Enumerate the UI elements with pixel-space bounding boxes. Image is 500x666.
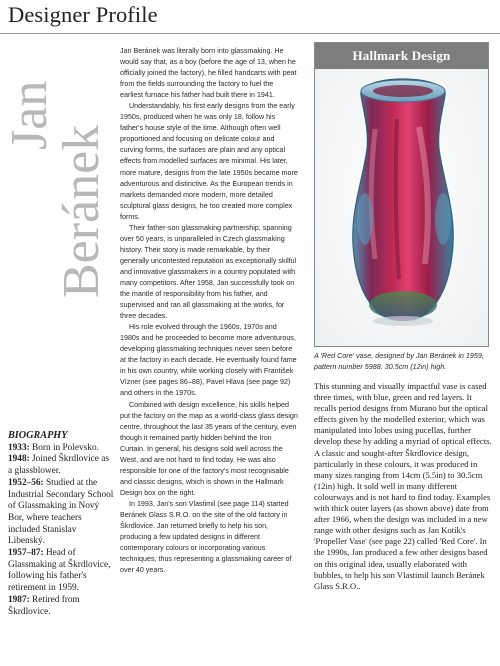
main-article <box>120 46 298 576</box>
bio-year: 1957–87: <box>8 548 44 559</box>
bio-entry <box>8 595 114 618</box>
designer-last-name: Beránek <box>53 124 110 298</box>
bio-text: Born in Polevsko. <box>32 442 99 453</box>
article-paragraph: Understandably, his first early designs from the early 1950s, produced when he was only 18, follow his father's house style of the time. Although often well proportioned and focusing on delicate colour and curving forms, the surfaces are plain and any optical effects from modelled surfaces are minimal. His later, more mature, designs from the late 1950s became more adventurous and distinctive. As the European trends in markets demanded more modern, more detailed sculptural glass designs, he too created more complex forms. <box>120 102 298 221</box>
hallmark-heading: Hallmark Design <box>315 43 488 69</box>
bio-entry <box>8 443 114 455</box>
designer-name-vertical <box>1 40 110 300</box>
hallmark-text-column <box>314 381 494 592</box>
bio-text: Joined Škrdlovice as a glassblower. <box>8 454 109 477</box>
bio-entry <box>8 548 114 595</box>
article-paragraph: Combined with design excellence, his skills helped put the factory on the map as a world-class glass design centre, throughout the last 35 years of the century, even though it remained partly hidden behind the Iron Curtain. In general, his designs sold well across the West, and are not hard to find today. He was also responsible for one of the factory's most recognisable and classic designs, which is shown in the Hallmark Design box on the right. <box>120 400 298 497</box>
bio-text: Retired from Škrdlovice. <box>8 594 80 617</box>
title-rule <box>0 33 500 34</box>
glass-vase-image <box>315 69 488 346</box>
designer-first-name: Jan <box>1 80 58 150</box>
bio-year: 1987: <box>8 594 30 605</box>
hallmark-caption: A 'Red Core' vase, designed by Jan Beránek in 1959, pattern number 5988. 30.5cm (12in) high. <box>314 351 484 371</box>
hallmark-text: This stunning and visually impactful vase is cased three times, with blue, green and red layers. It recalls period designs from Murano but the optical effects given by the modelled exterior, which was manipulated into lobes using pucellas, further develop these by adding a myriad of optical effects. A classic and sought-after Škrdlovice design, particularly in these colours, it was produced in many sizes ranging from 14cm (5.5in) to 30.5cm (12in) high. It sold well in many different colourways and is not hard to find today. Examples with thick outer layers (as shown above) date from after 1966, when the design was included in a new range with other designs such as Jan Kotík's 'Propeller Vase' (see page 22) called 'Red Core'. In the 1990s, Jan produced a few other designs based on this original idea, usually elaborated with bubbles, to help his son Vlastimil launch Beránek Glass S.R.O.. <box>314 381 492 591</box>
bio-entry <box>8 454 114 477</box>
article-paragraph: His role evolved through the 1960s, 1970s and 1980s and he proceeded to become more adventurous, developing glassmaking techniques never seen before at the factory in each decade. He eventually found fame in his own country, while working closely with František Vízner (see pages 86–88), Pavel Hlava (see page 92) and others in the 1970s. <box>120 323 297 398</box>
bio-year: 1952–56: <box>8 477 44 488</box>
biography-sidebar <box>8 430 114 618</box>
article-paragraph: In 1993, Jan's son Vlastimil (see page 114) started Beránek Glass S.R.O. on the site of the old factory in Škrdlovice. Jan returned briefly to help his son, producing a few updated designs in different contemporary colours or incorporating various techniques, thus representing a glassmaking career of over 40 years. <box>120 499 292 575</box>
hallmark-design-box <box>314 42 489 347</box>
biography-heading: BIOGRAPHY <box>8 430 68 441</box>
bio-year: 1948: <box>8 454 30 465</box>
article-paragraph: Jan Beránek was literally born into glassmaking. He would say that, as a boy (before the age of 13, when he officially joined the factory), he filled handcarts with peat from the fields surrounding the factory to fuel the earliest furnace his father had built there in 1941. <box>120 47 297 100</box>
bio-text: Head of Glassmaking at Škrdlovice, following his father's retirement in 1959. <box>8 548 111 594</box>
page-title: Designer Profile <box>8 2 158 27</box>
article-paragraph: Their father-son glassmaking partnership, spanning over 50 years, is unparalleled in Czech glassmaking history. Their story is made remarkable, by their generally uncontested reputation as exceptionally skilful and innovative glassmakers in a country populated with many competitors. After 1958, Jan successfully took on the mantle of responsibility from his father, and supervised and ran all glassmaking at the works, for three decades. <box>120 223 297 321</box>
bio-year: 1933: <box>8 442 30 453</box>
bio-entry <box>8 478 114 548</box>
bio-text: Studied at the Industrial Secondary School of Glassmaking in Nový Bor, where teachers included Stanislav Libenský. <box>8 477 114 547</box>
